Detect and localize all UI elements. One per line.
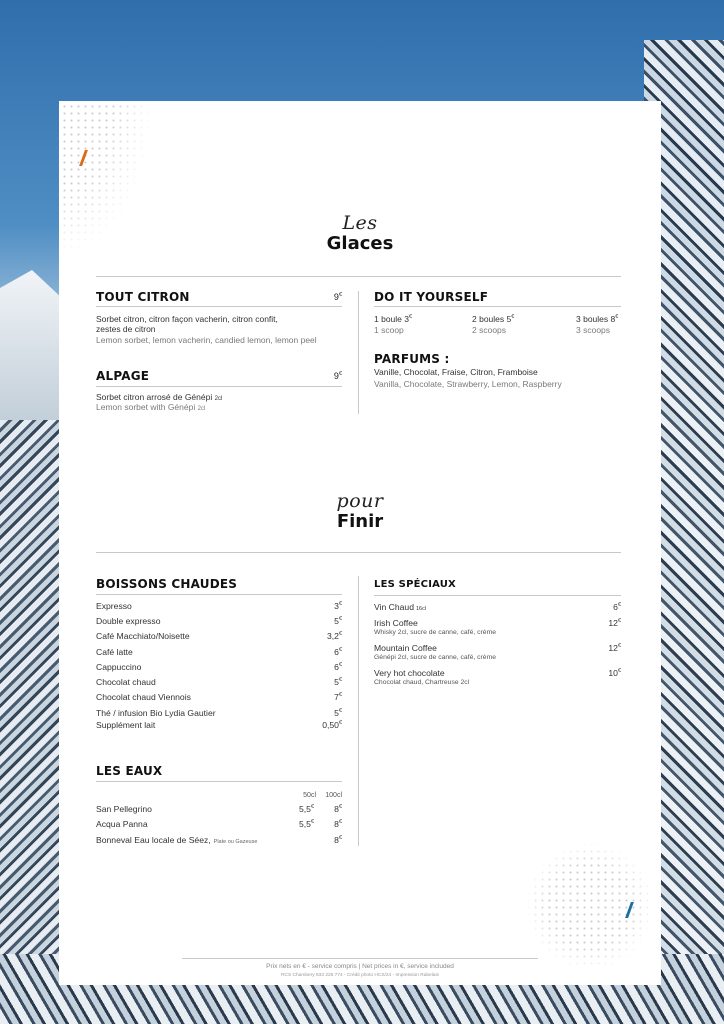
water-price-100cl: 8€ xyxy=(334,819,342,829)
diy-underline xyxy=(374,306,621,307)
water-price-50cl: 5,5€ xyxy=(298,819,314,829)
hot-drink-name: Expresso xyxy=(96,601,132,611)
hot-drink-name: Double expresso xyxy=(96,616,161,626)
tout-citron-underline xyxy=(96,306,342,307)
hot-drink-price: 5€ xyxy=(334,677,342,687)
water-name: San Pellegrino xyxy=(96,804,152,814)
hot-drink-price: 5€ xyxy=(334,616,342,626)
special-note: 16cl xyxy=(415,606,427,612)
tout-citron-desc-fr-1: Sorbet citron, citron façon vacherin, citron confit, xyxy=(96,314,278,324)
alpage-desc-en xyxy=(96,402,205,414)
footer-divider xyxy=(182,958,538,959)
hot-drink-row xyxy=(96,662,342,672)
special-desc: Whisky 2cl, sucre de canne, café, crème xyxy=(374,629,497,636)
special-price: 12€ xyxy=(608,643,621,653)
alpage-price: 9€ xyxy=(333,371,342,381)
alpage-desc-fr-text: Sorbet citron arrosé de Génépi xyxy=(96,392,213,402)
diy-option-1-fr: 1 boule 3€ xyxy=(374,314,413,324)
finir-divider xyxy=(96,552,621,553)
hot-drink-row xyxy=(96,631,342,641)
alpage-desc-en-note: 2cl xyxy=(197,406,206,412)
glaces-title: Glaces xyxy=(326,233,394,254)
water-price-100cl: 8€ xyxy=(334,804,342,814)
tout-citron-desc-en: Lemon sorbet, lemon vacherin, candied lemon, lemon peel xyxy=(96,335,317,345)
parfums-fr: Vanille, Chocolat, Fraise, Citron, Framboise xyxy=(374,367,538,377)
water-row xyxy=(96,819,342,829)
eaux-col-50cl: 50cl xyxy=(303,792,316,799)
hot-drink-price: 0,50€ xyxy=(322,720,342,730)
tout-citron-title: TOUT CITRON xyxy=(96,290,190,304)
special-desc: Génépi 2cl, sucre de canne, café, crème xyxy=(374,654,497,661)
special-price: 12€ xyxy=(608,618,621,628)
special-row xyxy=(374,668,621,686)
finir-script: pour xyxy=(336,490,384,512)
hot-drink-name: Café Macchiato/Noisette xyxy=(96,631,190,641)
hot-drink-row xyxy=(96,601,342,611)
water-name: Acqua Panna xyxy=(96,819,148,829)
hot-drink-name: Supplément lait xyxy=(96,720,156,730)
special-name: Vin Chaud xyxy=(374,602,414,612)
glaces-column-divider xyxy=(358,291,359,414)
tout-citron-desc-fr-2: zestes de citron xyxy=(96,324,156,334)
special-desc: Chocolat chaud, Chartreuse 2cl xyxy=(374,679,470,686)
eaux-col-100cl: 100cl xyxy=(325,792,342,799)
diy-option-3-fr: 3 boules 8€ xyxy=(576,314,619,324)
finir-heading xyxy=(59,491,661,533)
boissons-chaudes-title: BOISSONS CHAUDES xyxy=(96,577,238,591)
glaces-heading xyxy=(59,213,661,255)
hot-drink-price: 6€ xyxy=(334,647,342,657)
water-price-100cl: 8€ xyxy=(334,835,342,845)
parfums-en: Vanilla, Chocolate, Strawberry, Lemon, Raspberry xyxy=(374,379,562,389)
water-name: Bonneval Eau locale de Séez, xyxy=(96,835,211,845)
hot-drink-row xyxy=(96,677,342,687)
finir-title: Finir xyxy=(336,511,384,532)
alpage-title: ALPAGE xyxy=(96,369,150,383)
special-row xyxy=(374,602,621,612)
hot-drink-row xyxy=(96,708,342,718)
footer-line-2: RCS Chambery 833 225 774 - Crédit photo HCS/24 - Impression Rabelais xyxy=(281,973,439,978)
les-eaux-underline xyxy=(96,781,342,782)
hot-drink-price: 7€ xyxy=(334,692,342,702)
footer-line-1: Prix nets en € - service compris | Net prices in €, service included xyxy=(266,963,454,970)
alpage-desc-fr-note: 2cl xyxy=(214,396,223,402)
parfums-title: PARFUMS : xyxy=(374,352,450,366)
special-price: 6€ xyxy=(613,602,621,612)
hot-drink-name: Chocolat chaud xyxy=(96,677,156,687)
finir-column-divider xyxy=(358,576,359,846)
hot-drink-price: 3,2€ xyxy=(326,631,342,641)
water-row xyxy=(96,804,342,814)
hot-drink-name: Café latte xyxy=(96,647,133,657)
hot-drink-name: Chocolat chaud Viennois xyxy=(96,692,191,702)
alpage-underline xyxy=(96,386,342,387)
menu-card xyxy=(59,101,661,985)
speciaux-title: LES SPÉCIAUX xyxy=(374,579,456,590)
diy-title: DO IT YOURSELF xyxy=(374,290,489,304)
special-name: Very hot chocolate xyxy=(374,668,445,678)
hot-drink-price: 3€ xyxy=(334,601,342,611)
water-note: Plate ou Gazeuse xyxy=(213,839,258,845)
special-row xyxy=(374,618,621,636)
diy-option-3-en: 3 scoops xyxy=(576,325,611,335)
hot-drink-row xyxy=(96,647,342,657)
water-row xyxy=(96,835,342,845)
tout-citron-price: 9€ xyxy=(333,292,342,302)
special-name: Irish Coffee xyxy=(374,618,418,628)
dot-pattern-bottom-right xyxy=(525,841,655,971)
hot-drink-row xyxy=(96,720,342,730)
diy-option-2-en: 2 scoops xyxy=(472,325,507,335)
alpage-desc-en-text: Lemon sorbet with Génépi xyxy=(96,402,196,412)
hot-drink-name: Cappuccino xyxy=(96,662,142,672)
glaces-script: Les xyxy=(342,212,378,234)
diy-option-2-fr: 2 boules 5€ xyxy=(472,314,515,324)
water-price-50cl: 5,5€ xyxy=(298,804,314,814)
les-eaux-title: LES EAUX xyxy=(96,764,163,778)
special-name: Mountain Coffee xyxy=(374,643,437,653)
hot-drink-name: Thé / infusion Bio Lydia Gautier xyxy=(96,708,216,718)
glaces-divider xyxy=(96,276,621,277)
diy-option-1-en: 1 scoop xyxy=(374,325,404,335)
hot-drink-row xyxy=(96,616,342,626)
hot-drink-row xyxy=(96,692,342,702)
hot-drink-price: 5€ xyxy=(334,708,342,718)
special-price: 10€ xyxy=(608,668,621,678)
hot-drink-price: 6€ xyxy=(334,662,342,672)
boissons-chaudes-underline xyxy=(96,594,342,595)
special-row xyxy=(374,643,621,661)
speciaux-underline xyxy=(374,595,621,596)
